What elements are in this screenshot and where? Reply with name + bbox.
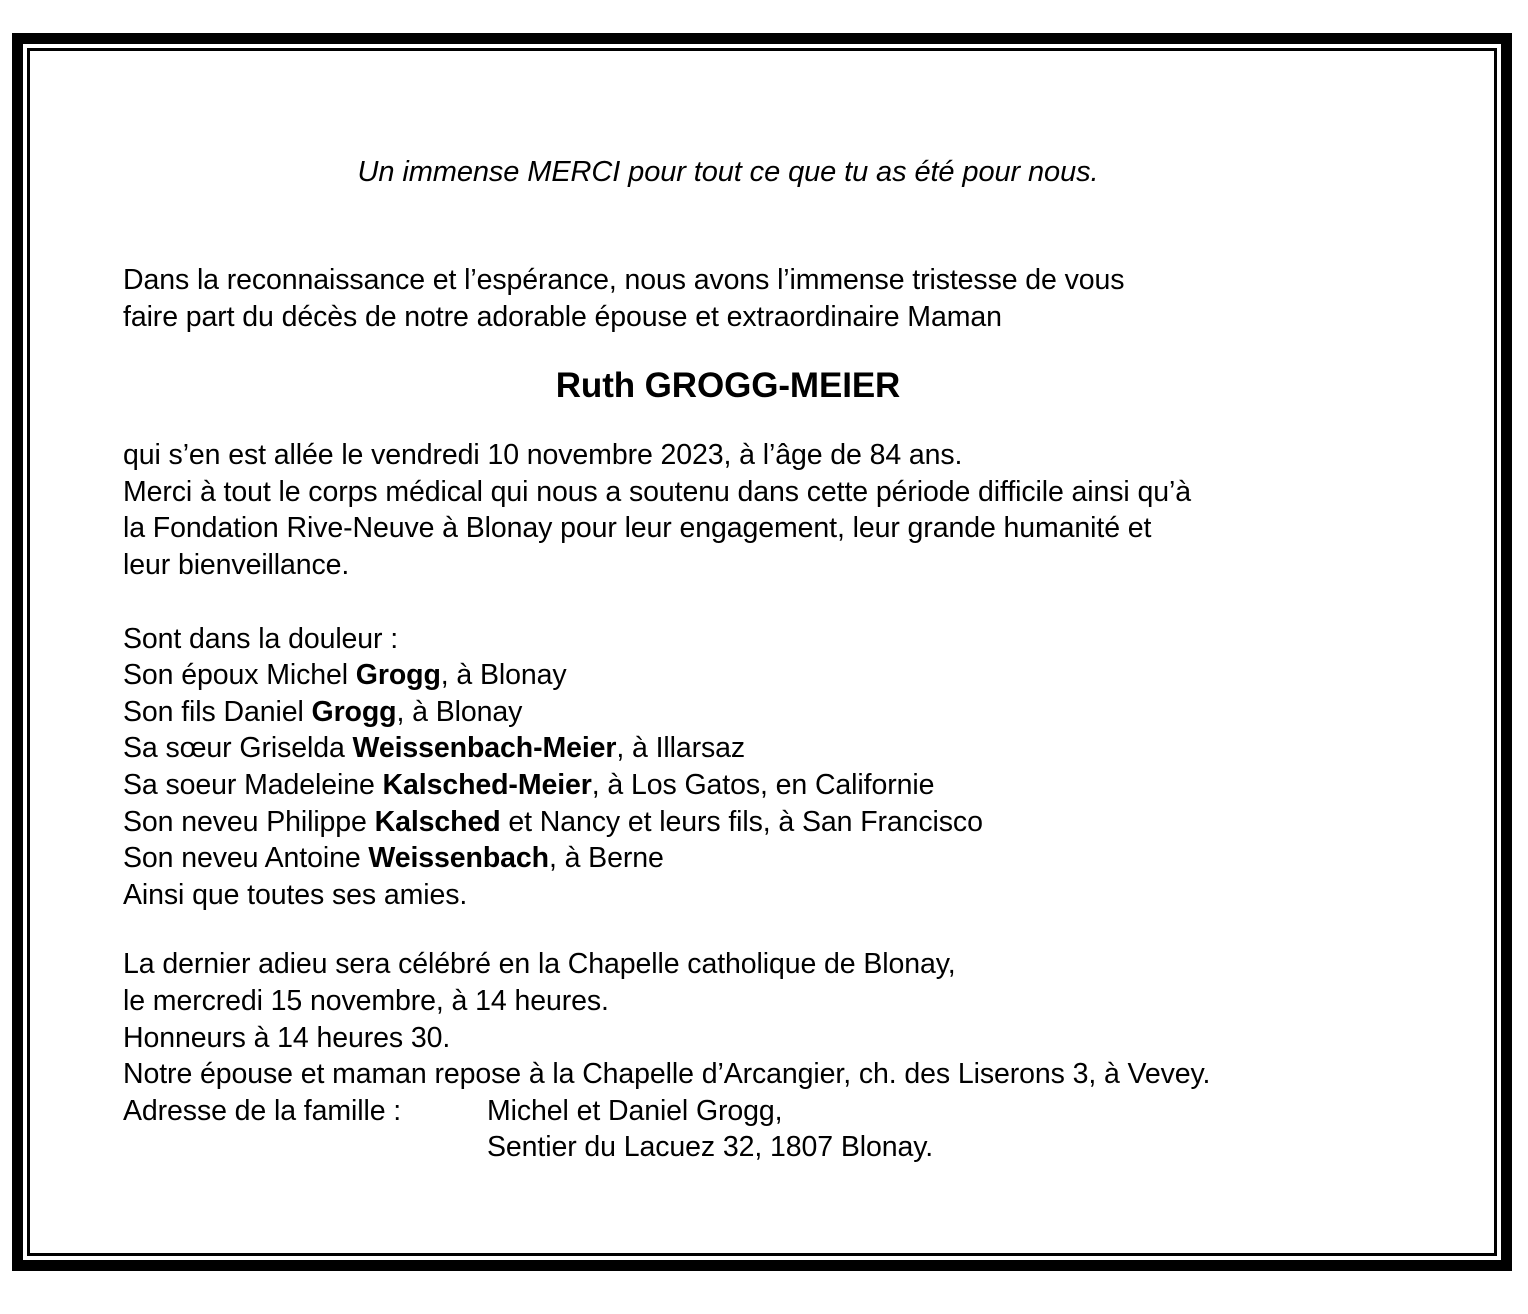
mourner-line: [123, 840, 1333, 877]
ceremony-paragraph: [123, 946, 1333, 1092]
details-line: Merci à tout le corps médical qui nous a soutenu dans cette période difficile ainsi qu’à: [123, 475, 1191, 508]
mourner-line: [123, 767, 1333, 804]
inner-border-frame: [27, 48, 1497, 1256]
details-line: qui s’en est allée le vendredi 10 novembre 2023, à l’âge de 84 ans.: [123, 439, 963, 472]
details-line: la Fondation Rive-Neuve à Blonay pour leur engagement, leur grande humanité et: [123, 512, 1152, 545]
intro-line: Dans la reconnaissance et l’espérance, nous avons l’immense tristesse de vous: [123, 264, 1125, 296]
mourner-text: , à Blonay: [396, 695, 523, 728]
address-label: Adresse de la famille :: [123, 1094, 402, 1127]
mourner-line: [123, 804, 1333, 841]
mourners-header: Sont dans la douleur :: [123, 622, 399, 655]
mourner-name: Grogg: [355, 659, 441, 692]
obituary-text: [123, 153, 1333, 1166]
mourners-list: [123, 621, 1333, 914]
mourner-text: , à Blonay: [440, 659, 567, 692]
mourner-name: Kalsched: [374, 805, 501, 838]
outer-border-frame: [12, 33, 1512, 1271]
mourner-name: Weissenbach-Meier: [352, 732, 617, 765]
mourner-text: , à Los Gatos, en Californie: [591, 768, 935, 801]
mourner-name: Weissenbach: [368, 842, 549, 875]
mourner-line: [123, 877, 1333, 914]
quote-line: Un immense MERCI pour tout ce que tu as été pour nous.: [357, 156, 1099, 188]
mourner-line: [123, 657, 1333, 694]
intro-paragraph: [123, 262, 1333, 335]
mourner-text: Ainsi que toutes ses amies.: [123, 878, 468, 911]
mourner-text: , à Illarsaz: [616, 732, 746, 765]
mourner-text: Son fils Daniel: [123, 695, 312, 728]
address-line-1: Michel et Daniel Grogg,: [487, 1094, 783, 1127]
mourner-text: Son époux Michel: [123, 659, 356, 692]
mourner-text: Sa sœur Griselda: [123, 732, 353, 765]
details-paragraph: [123, 437, 1333, 583]
mourner-line: [123, 694, 1333, 731]
details-line: leur bienveillance.: [123, 548, 350, 581]
family-address-row: [123, 1093, 1333, 1130]
ceremony-line: La dernier adieu sera célébré en la Chapelle catholique de Blonay,: [123, 948, 956, 981]
mourner-line: [123, 730, 1333, 767]
intro-line: faire part du décès de notre adorable épouse et extraordinaire Maman: [123, 300, 1002, 333]
ceremony-line: le mercredi 15 novembre, à 14 heures.: [123, 984, 609, 1017]
mourner-name: Kalsched-Meier: [382, 768, 592, 801]
address-line-2: Sentier du Lacuez 32, 1807 Blonay.: [487, 1131, 934, 1164]
mourner-text: Son neveu Antoine: [123, 842, 369, 875]
mourner-text: Son neveu Philippe: [123, 805, 375, 838]
ceremony-line: Honneurs à 14 heures 30.: [123, 1021, 451, 1054]
mourner-text: , à Berne: [548, 842, 664, 875]
deceased-name: Ruth GROGG-MEIER: [555, 366, 901, 406]
mourner-text: et Nancy et leurs fils, à San Francisco: [500, 805, 983, 838]
ceremony-line: Notre épouse et maman repose à la Chapelle d’Arcangier, ch. des Liserons 3, à Vevey.: [123, 1058, 1211, 1091]
mourner-name: Grogg: [311, 695, 397, 728]
mourner-text: Sa soeur Madeleine: [123, 768, 383, 801]
